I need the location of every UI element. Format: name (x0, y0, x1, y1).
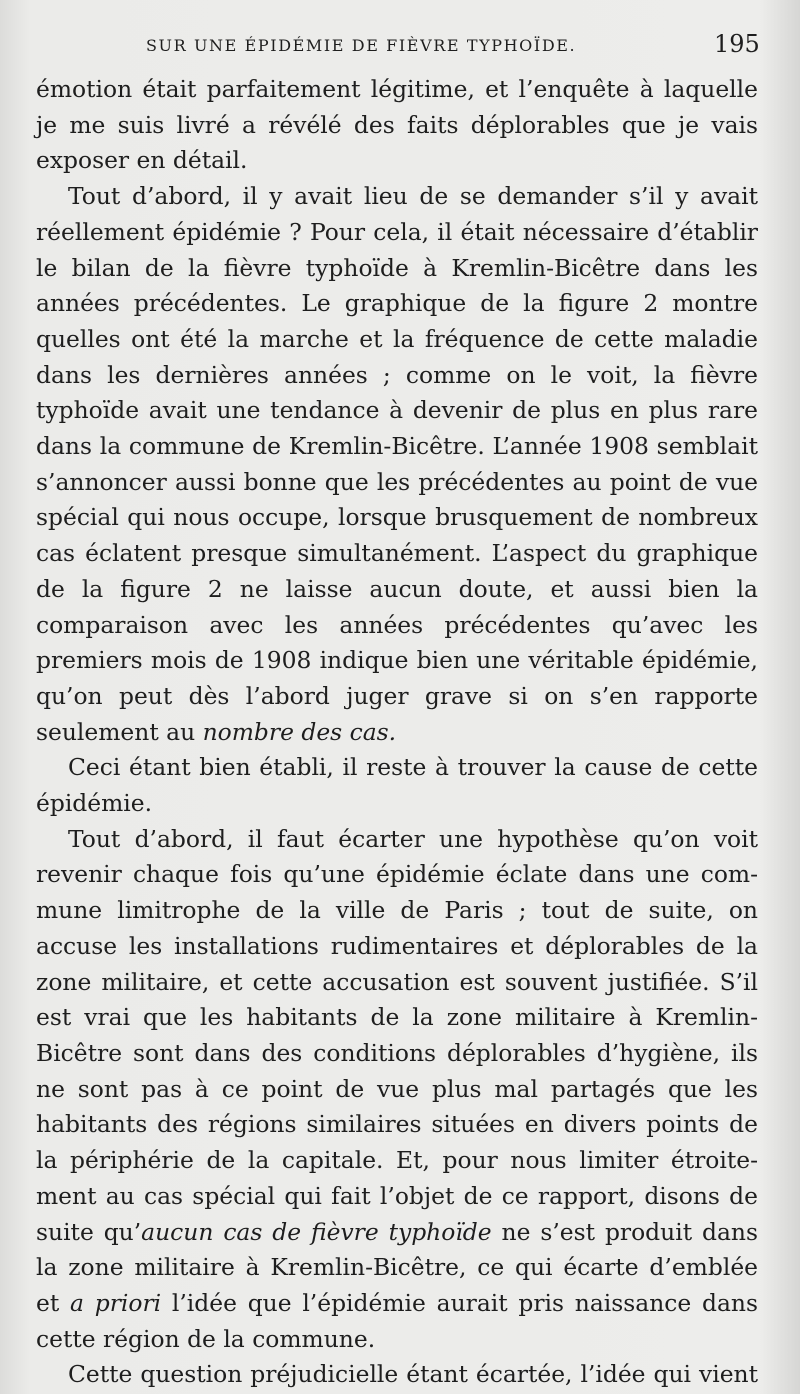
paragraph-4-italic-2: a priori (70, 1288, 162, 1317)
paragraph-4-text-a: Tout d’abord, il faut écarter une hypothèse qu’on voit revenir chaque fois qu’une épidémie éclate dans une commune limitrophe de la ville de Paris ; tout de suite, on accuse les installations rudimentaires et déplorables de la zone militaire, et cette accusation est souvent justifiée. S’il est vrai que les habitants de la zone militaire à Kremlin-Bicêtre sont dans des conditions déplorables d’hygiène, ils ne sont pas à ce point de vue plus mal partagés que les habitants des régions similaires situées en divers points de la périphérie de la capitale. Et, pour nous limiter étroitement au cas spécial qui fait l’objet de ce rapport, disons de suite qu’ (36, 824, 758, 1246)
paragraph-3: Ceci étant bien établi, il reste à trouver la cause de cette épidémie. (36, 753, 758, 818)
paragraph-2 (36, 179, 758, 750)
running-head: SUR UNE ÉPIDÉMIE DE FIÈVRE TYPHOÏDE. (146, 36, 577, 55)
paragraph-1: émotion était parfaitement légitime, et l’enquête à laquelle je me suis livré a révélé des faits déplorables que je vais exposer en détail. (36, 75, 758, 175)
paragraph-2-italic: nombre des cas. (202, 717, 397, 746)
paragraph-5: Cette question préjudicielle étant écartée, l’idée qui vient (68, 1360, 758, 1389)
paragraph-4-text-b: ne s’est produit dans la zone militaire à Kremlin-Bicêtre, ce qui écarte d’emblée et (36, 1217, 758, 1317)
paragraph-2-text: Tout d’abord, il y avait lieu de se demander s’il y avait réellement épidémie ? Pour cela, il était nécessaire d’établir le bilan de la fièvre typhoïde à Kremlin-Bicêtre dans les années précédentes. Le graphique de la figure 2 montre quelles ont été la marche et la fréquence de cette maladie dans les dernières années ; comme on le voit, la fièvre typhoïde avait une tendance à devenir de plus en plus rare dans la commune de Kremlin-Bicêtre. L’année 1908 semblait s’annoncer aussi bonne que les précédentes au point de vue spécial qui nous occupe, lorsque brusquement de nombreux cas éclatent presque simultanément. L’aspect du graphique de la figure 2 ne laisse aucun doute, et aussi bien la comparaison avec les années précédentes qu’avec les premiers mois de 1908 indique bien une véritable épidémie, qu’on peut dès l’abord juger grave si on s’en rapporte seulement au (36, 182, 758, 746)
page-number: 195 (714, 30, 760, 58)
body-text (36, 72, 758, 1393)
paragraph-4-italic-1: aucun cas de fièvre typhoïde (141, 1217, 492, 1246)
page-header (0, 30, 800, 66)
paragraph-4 (36, 822, 758, 1358)
paragraph-4-text-c: l’idée que l’épidémie aurait pris naissance dans cette région de la commune. (36, 1288, 759, 1353)
